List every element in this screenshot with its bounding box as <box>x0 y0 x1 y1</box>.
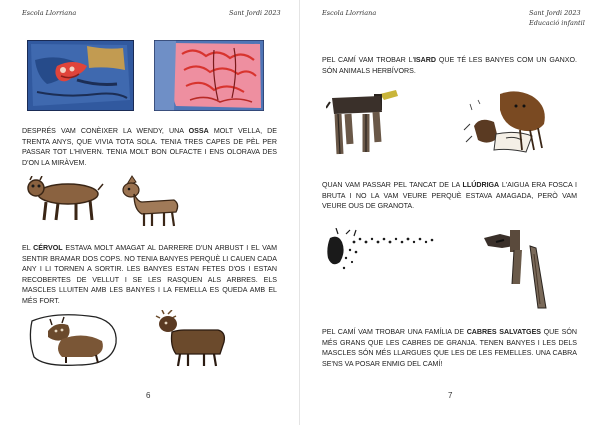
bear-painting-pink <box>154 40 264 111</box>
left-header-school: Escola Llorriana <box>22 9 77 17</box>
left-header-date: Sant Jordi 2023 <box>229 9 281 17</box>
bear-painting-blue <box>27 40 134 111</box>
right-page <box>300 0 600 425</box>
deer-drawing-4 <box>154 310 234 368</box>
right-page-number: 7 <box>448 391 453 400</box>
deer-drawing-1 <box>26 176 104 224</box>
right-paragraph-otter: QUAN VAM PASSAR PEL TANCAT DE LA LLÚDRIGA L'AIGUA ERA FOSCA I BRUTA I NO LA VAM VEURE PERQUÈ ESTAVA AMAGADA, PERÒ VAM VEURE OUS DE GRANOTA. <box>322 181 577 211</box>
left-page-number: 6 <box>146 391 151 400</box>
right-header-school: Escola Llorriana <box>322 9 377 17</box>
right-header-level: Educació infantil <box>529 19 585 27</box>
deer-drawing-3 <box>26 309 122 369</box>
deer-drawing-2 <box>118 172 182 228</box>
otter-drawing <box>480 228 558 312</box>
chamois-family-drawing <box>460 90 552 156</box>
right-paragraph-chamois: PEL CAMÍ VAM TROBAR L'ISARD QUE TÉ LES BANYES COM UN GANXO. SÓN ANIMALS HERBÍVORS. <box>322 56 577 75</box>
chamois-drawing <box>326 88 406 156</box>
right-header-date: Sant Jordi 2023 <box>529 9 581 17</box>
frog-eggs-drawing <box>324 228 444 276</box>
left-paragraph-deer: EL CÉRVOL ESTAVA MOLT AMAGAT AL DARRERE D'UN ARBUST I EL VAM SENTIR BRAMAR DOS COPS. NO TENIA BANYES PERQUÈ LI CAUEN CADA ANY I LI TORNEN A SORTIR. LES BANYES ESTAN FETES D'OS I ESTAN RECOBERTES DE VELLUT I SE LES RASQUEN ALS ARBRES. ELS MASCLES LLUITEN AMB LES BANYES I LA FEMELLA ES QUEDA AMB EL MÉS FORT. <box>22 244 277 305</box>
right-paragraph-wild-goats: PEL CAMÍ VAM TROBAR UNA FAMÍLIA DE CABRES SALVATGES QUE SÓN MÉS GRANS QUE LES CABRES DE GRANJA. TENEN BANYES I LES DELS MASCLES SÓN MÉS LLARGUES QUE LES DE LES FEMELLES. UNA CABRA SE'NS VA POSAR ENMIG DEL CAMÍ! <box>322 328 577 368</box>
left-paragraph-bear: DESPRÉS VAM CONÈIXER LA WENDY, UNA OSSA MOLT VELLA, DE TRENTA ANYS, QUE VIVIA TOTA SOLA. TENIA TRES CAPES DE PÈL PER PASSAR TOT L'HIVERN. TENIA MOLT BON OLFACTE I ENS OLORAVA DES D'ON LA MIRÀVEM. <box>22 127 277 167</box>
